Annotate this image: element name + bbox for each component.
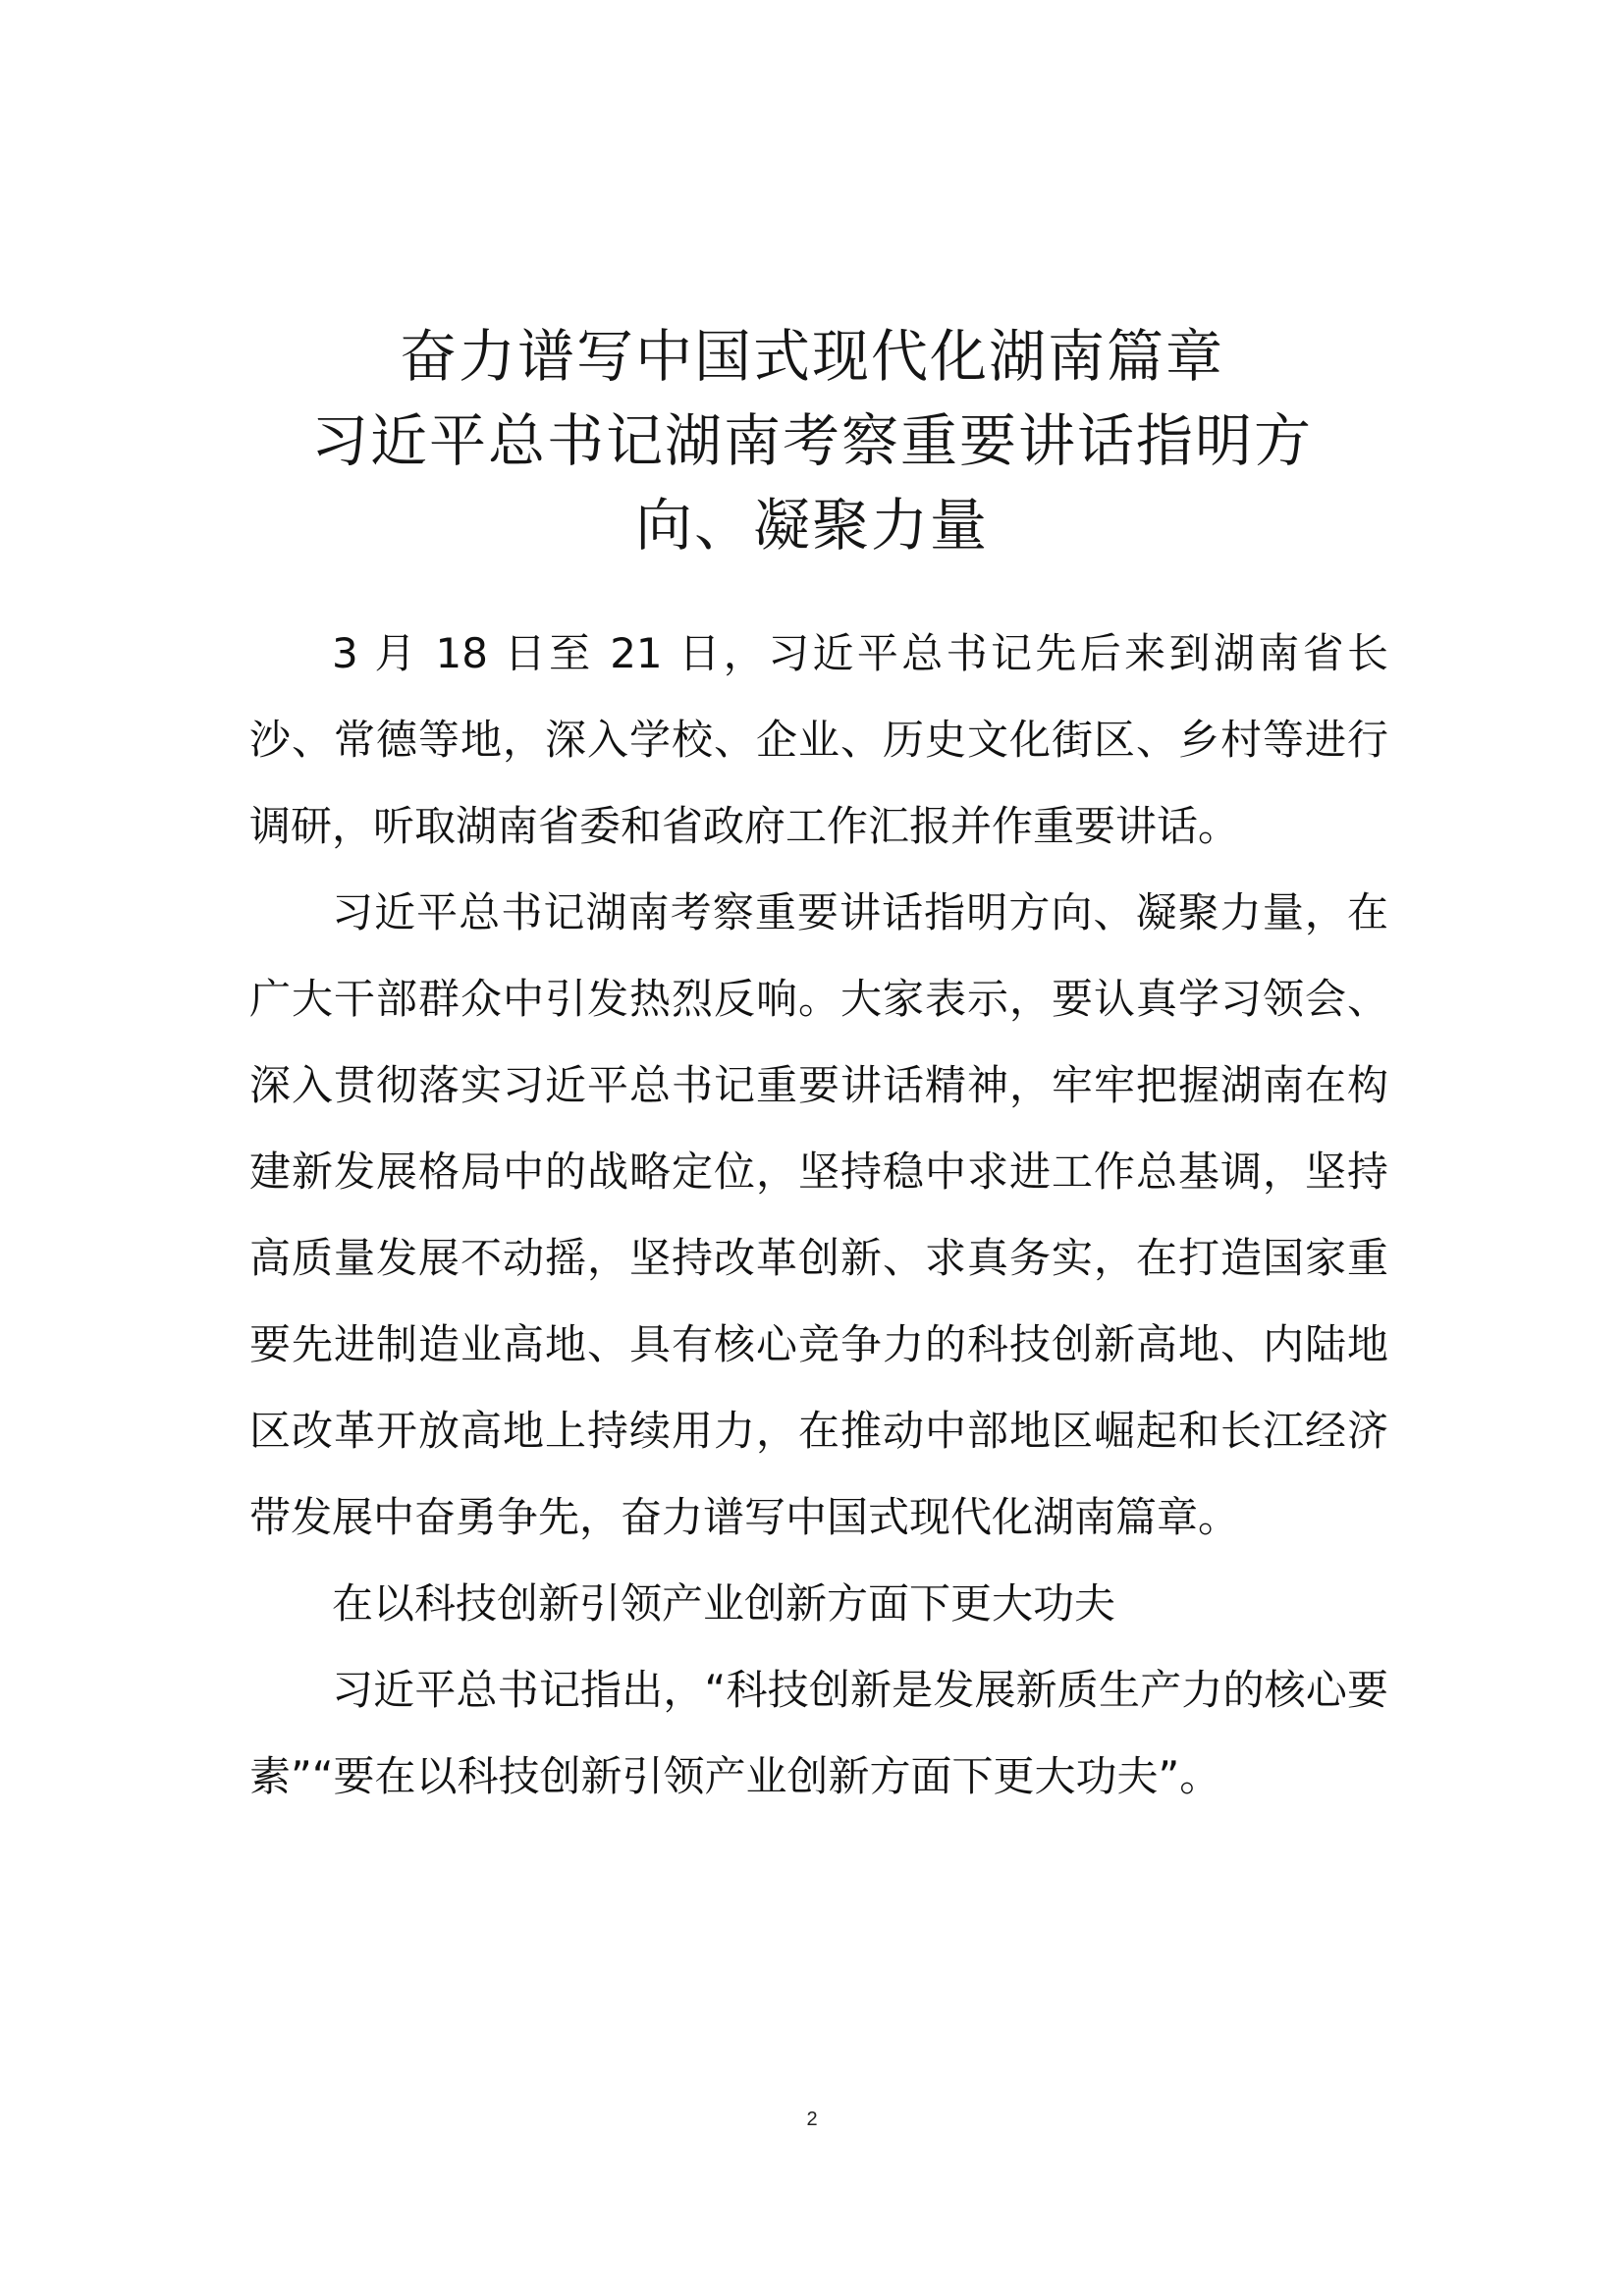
section-heading: 在以科技创新引领产业创新方面下更大功夫 bbox=[332, 1579, 1116, 1628]
paragraph-quote: 习近平总书记指出，“科技创新是发展新质生产力的核心要素”“要在以科技创新引领产业创新方面下更大功夫”。 bbox=[249, 1666, 1388, 1800]
document-title bbox=[236, 314, 1388, 567]
page-number: 2 bbox=[806, 2109, 818, 2130]
document-body bbox=[249, 611, 1388, 1820]
title-line-2: 习近平总书记湖南考察重要讲话指明方 bbox=[310, 407, 1313, 474]
paragraph-intro: 3 月 18 日至 21 日，习近平总书记先后来到湖南省长沙、常德等地，深入学校、企业、历史文化街区、乡村等进行调研，听取湖南省委和省政府工作汇报并作重要讲话。 bbox=[249, 629, 1388, 850]
title-line-1: 奋力谱写中国式现代化湖南篇章 bbox=[399, 323, 1224, 390]
paragraph-response: 习近平总书记湖南考察重要讲话指明方向、凝聚力量，在广大干部群众中引发热烈反响。大家表示，要认真学习领会、深入贯彻落实习近平总书记重要讲话精神，牢牢把握湖南在构建新发展格局中的战略定位，坚持稳中求进工作总基调，坚持高质量发展不动摇，坚持改革创新、求真务实，在打造国家重要先进制造业高地、具有核心竞争力的科技创新高地、内陆地区改革开放高地上持续用力，在推动中部地区崛起和长江经济带发展中奋勇争先，奋力谱写中国式现代化湖南篇章。 bbox=[249, 888, 1388, 1541]
title-line-3: 向、凝聚力量 bbox=[634, 492, 989, 559]
